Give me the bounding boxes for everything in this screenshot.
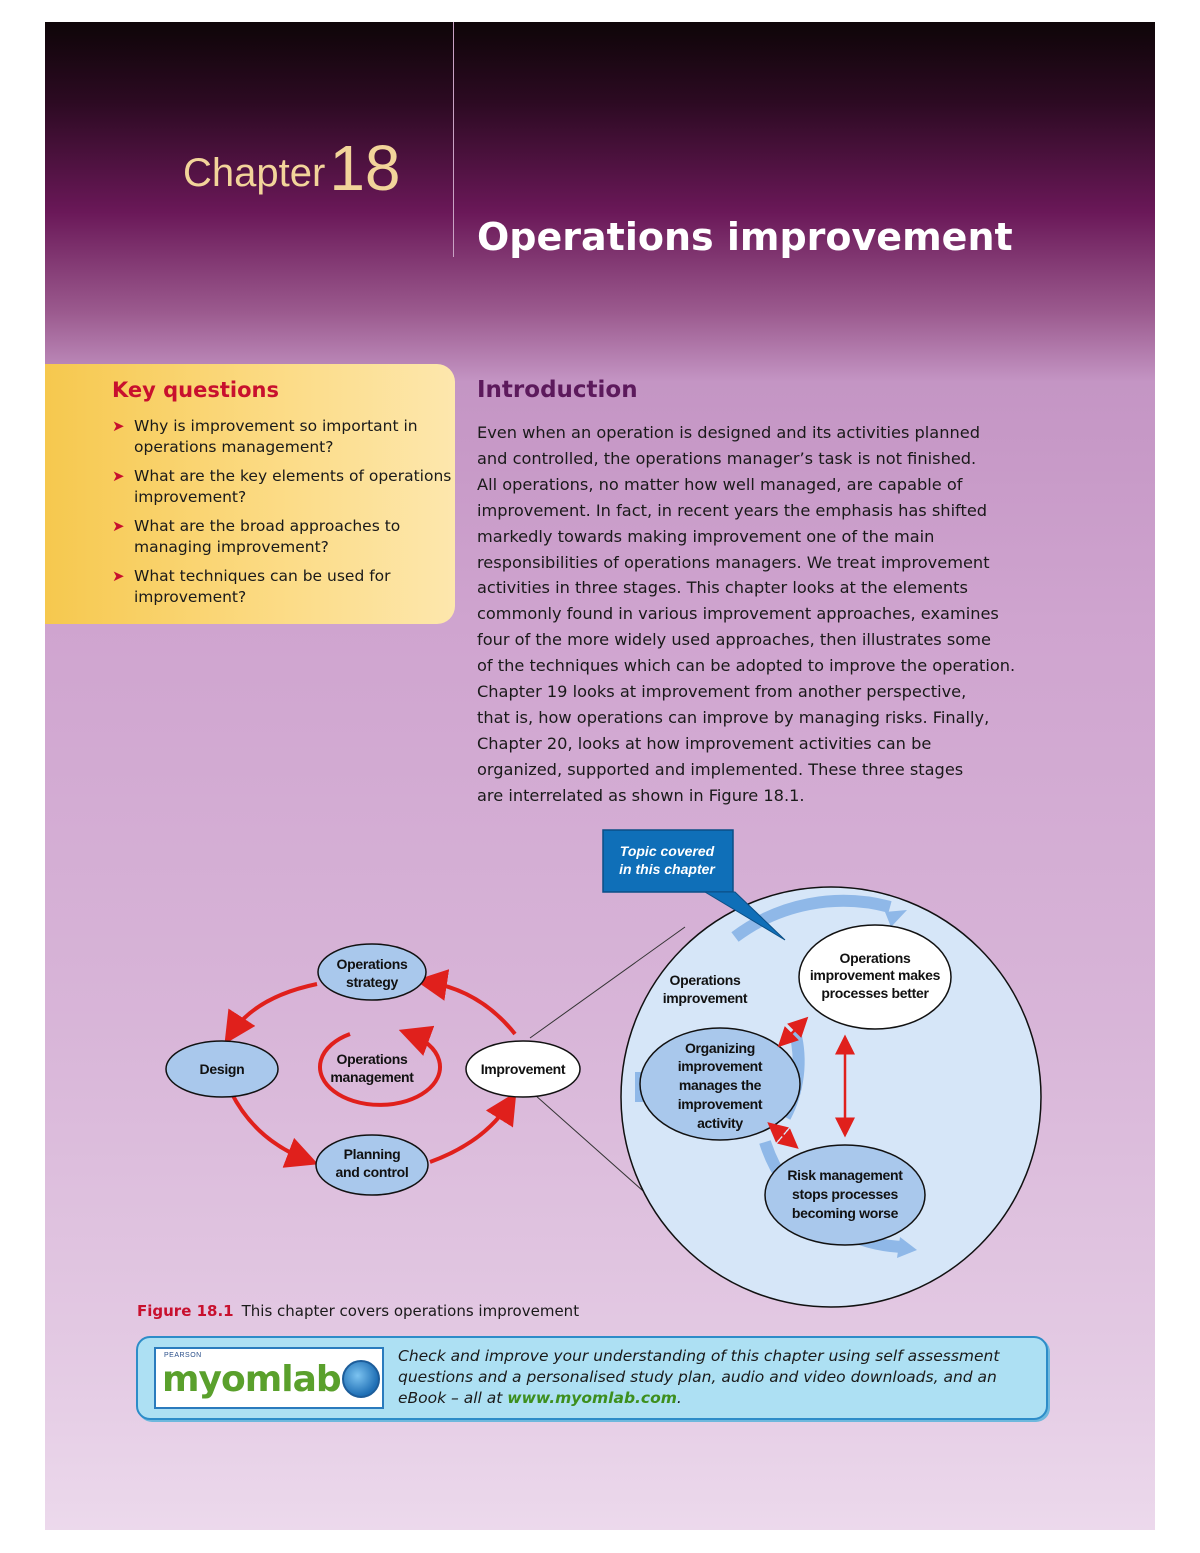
intro-line: commonly found in various improvement approaches, examines [477,604,999,624]
myomlab-wordmark: myomlab [162,1359,341,1400]
key-question-text: Why is improvement so important in operations management? [134,417,418,456]
pearson-label: PEARSON [164,1352,202,1359]
figure-caption [137,1302,579,1320]
callout-text-line1: Topic covered [619,843,715,859]
node-risk-line3: becoming worse [791,1205,899,1221]
node-strategy-line2: strategy [345,974,399,990]
myomlab-logo [154,1347,384,1409]
intro-line: Even when an operation is designed and its activities planned [477,423,980,442]
arrow-strategy-to-design [231,984,317,1034]
intro-line: Chapter 20, looks at how improvement activities can be [477,733,932,753]
globe-icon [342,1360,380,1398]
node-organizing-line1: Organizing [684,1040,756,1056]
intro-line: that is, how operations can improve by managing risks. Finally, [477,707,990,727]
chapter-number: 18 [329,132,401,204]
figure-number: Figure 18.1 [137,1302,234,1320]
key-question-text: What techniques can be used for improvement? [134,567,391,606]
callout-text-line2: in this chapter [619,861,715,877]
node-makes-better-line2: improvement makes [809,967,941,983]
myomlab-text [398,1346,1038,1409]
node-makes-better-line1: Operations [839,950,911,966]
chapter-word: Chapter [183,151,326,195]
node-organizing-line2: improvement [677,1058,763,1074]
arrow-planning-to-improvement [430,1102,510,1162]
detail-heading-line2: improvement [662,990,748,1006]
intro-line: responsibilities of operations managers. We treat improvement [477,552,990,572]
node-operations-strategy [318,944,426,1000]
chapter-page [45,22,1155,1530]
node-improvement-label: Improvement [480,1061,566,1077]
myomlab-link[interactable]: www.myomlab.com [507,1389,677,1407]
intro-line: activities in three stages. This chapter looks at the elements [477,578,968,598]
node-organizing-line5: activity [697,1115,743,1131]
myomlab-banner [136,1336,1048,1420]
node-organizing-line4: improvement [677,1096,763,1112]
introduction-heading: Introduction [477,377,638,403]
node-makes-better-line3: processes better [821,985,929,1001]
intro-line: markedly towards making improvement one of the main [477,526,935,546]
intro-line: and controlled, the operations manager’s task is not finished. [477,448,977,468]
node-planning-line1: Planning [343,1146,401,1162]
arrow-bullet-icon: ➤ [112,517,125,535]
intro-line: Chapter 19 looks at improvement from another perspective, [477,682,967,702]
node-organizing-line3: manages the [678,1077,762,1093]
detail-heading-line1: Operations [669,972,741,988]
intro-line: organized, supported and implemented. These three stages [477,759,964,779]
node-risk-line2: stops processes [792,1186,898,1202]
key-question-text: What are the broad approaches to managing improvement? [134,517,401,556]
center-label-line1: Operations [336,1051,408,1067]
arrow-design-to-planning [231,1092,307,1160]
intro-line: are interrelated as shown in Figure 18.1. [477,785,805,805]
arrow-improvement-to-strategy [427,982,515,1034]
figure-caption-text: This chapter covers operations improvement [241,1302,580,1320]
arrow-bullet-icon: ➤ [112,567,125,585]
key-question-text: What are the key elements of operations improvement? [134,467,452,506]
node-strategy-line1: Operations [336,956,408,972]
intro-line: four of the more widely used approaches, then illustrates some [477,630,991,650]
intro-line: of the techniques which can be adopted to improve the operation. [477,656,1016,676]
key-questions-title: Key questions [112,378,279,402]
node-risk-line1: Risk management [787,1167,903,1183]
myomlab-text-end: . [676,1389,682,1407]
node-planning-line2: and control [335,1164,409,1180]
arrow-bullet-icon: ➤ [112,417,125,435]
arrow-bullet-icon: ➤ [112,467,125,485]
chapter-title: Operations improvement [477,215,1013,259]
intro-line: improvement. In fact, in recent years the emphasis has shifted [477,500,988,520]
node-design-label: Design [199,1061,245,1077]
intro-line: All operations, no matter how well managed, are capable of [477,474,963,494]
myomlab-text-body: Check and improve your understanding of this chapter using self assessment questions and a personalised study plan, audio and video downloads, and an eBook – all at [398,1347,1000,1407]
center-label-line2: management [330,1069,414,1085]
